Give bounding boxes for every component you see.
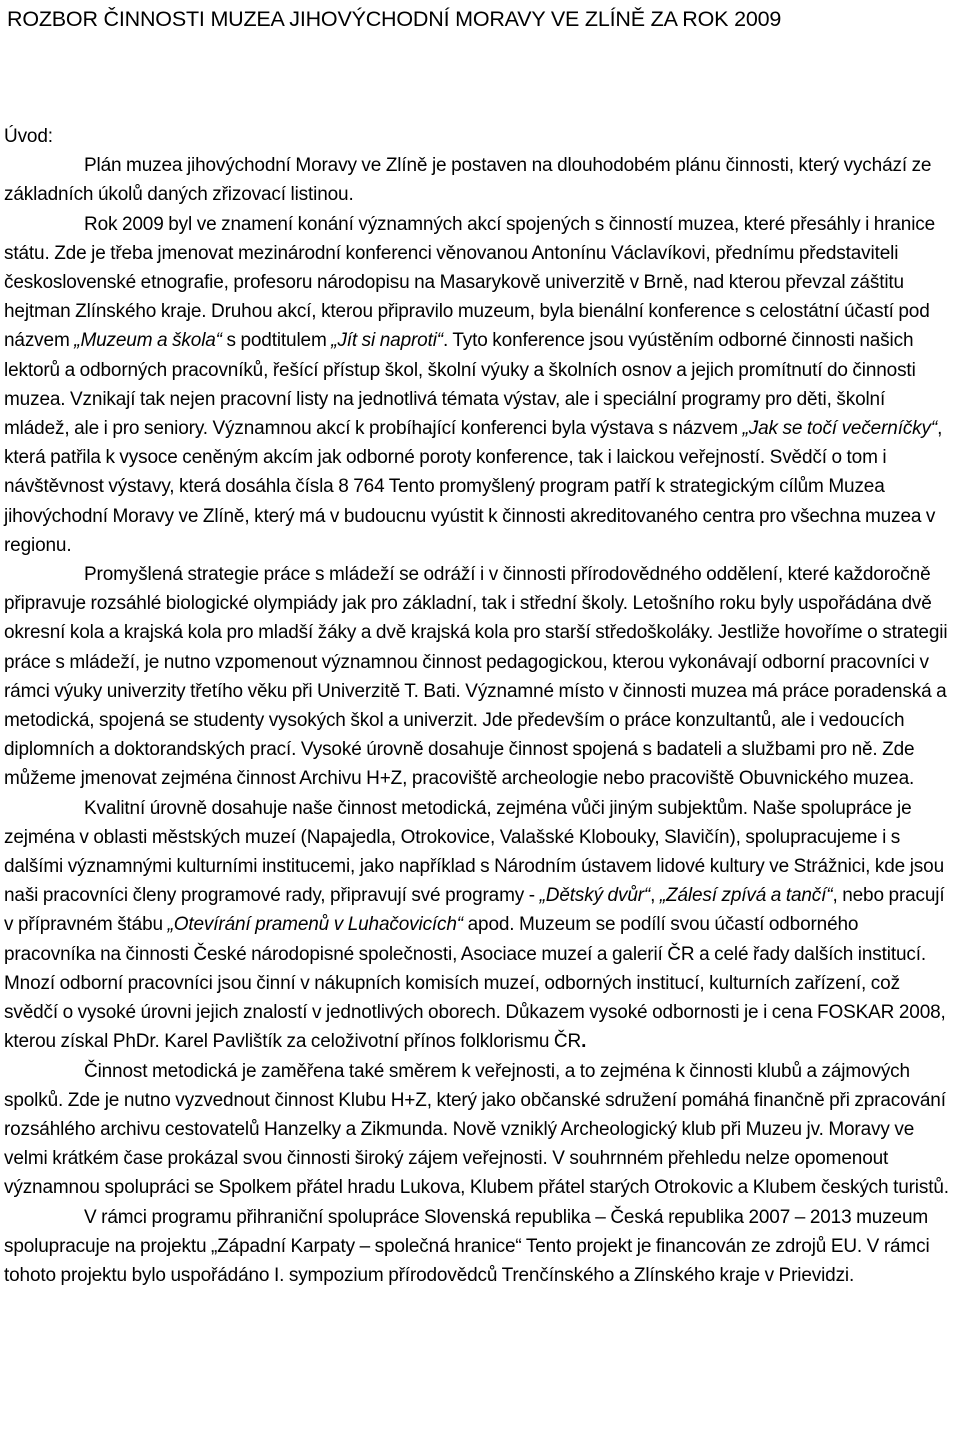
italic-title: „Jít si naproti“ — [331, 330, 443, 352]
paragraph-text: , — [650, 885, 660, 907]
paragraph-text: , nebo pracují v přípravném štábu — [4, 885, 945, 936]
paragraph-crossborder — [4, 1203, 954, 1291]
page-title: ROZBOR ČINNOSTI MUZEA JIHOVÝCHODNÍ MORAVY VE ZLÍNĚ ZA ROK 2009 — [7, 7, 782, 31]
paragraph-public-clubs — [4, 1057, 954, 1203]
paragraph-events — [4, 210, 954, 560]
paragraph-text: s podtitulem — [221, 330, 332, 352]
paragraph-text: Kvalitní úrovně dosahuje naše činnost metodická, zejména vůči jiným subjektům. Naše spolupráce je zejména v oblasti městských muzeí (Napajedla, Otrokovice, Valašské Klobouky, Slavičín), spolupracujeme i s dalšími významnými kulturními institucemi, jako například s Národním ústavem lidové kultury ve Strážnici, kde jsou naši pracovníci členy programové rady, připravují své programy - — [4, 797, 944, 907]
paragraph-text: Promyšlená strategie práce s mládeží se odráží i v činnosti přírodovědného oddělení, které každoročně připravuje rozsáhlé biologické olympiády jak pro základní, tak i střední školy. Letošního roku byly uspořádána dvě okresní kola a krajská kola pro mladší žáky a dvě krajská kola pro starší středoškoláky. Jestliže hovoříme o strategii práce s mládeží, je nutno vzpomenout významnou činnost pedagogickou, kterou vykonávají odborní pracovníci v rámci výuky univerzity třetího věku při Univerzitě T. Bati. Významné místo v činnosti muzea má práce poradenská a metodická, spojená se studenty vysokých škol a univerzit. Jde především o práce konzultantů, ale i vedoucích diplomních a doktorandských prací. Vysoké úrovně dosahuje činnost spojená s badateli a službami pro ně. Zde můžeme jmenovat zejména činnost Archivu H+Z, pracoviště archeologie nebo pracoviště Obuvnického muzea. — [4, 564, 948, 790]
italic-title: „Otevírání pramenů v Luhačovicích“ — [167, 914, 463, 936]
paragraph-youth-strategy — [4, 560, 954, 794]
paragraph-text: , která patřila k vysoce ceněným akcím jak odborné poroty konference, tak i laickou veřejností. Svědčí o tom i návštěvnost výstavy, která dosáhla čísla 8 764 Tento promyšlený program patří k strategickým cílům Muzea jihovýchodní Moravy ve Zlíně, který má v budoucnu vyústit k činnosti akreditovaného centra pro všechna muzea v regionu. — [4, 418, 943, 556]
italic-title: „Dětský dvůr“ — [539, 885, 651, 907]
paragraph-text: Činnost metodická je zaměřena také směrem k veřejnosti, a to zejména k činnosti klubů a zájmových spolků. Zde je nutno vyzvednout činnost Klubu H+Z, který jako občanské sdružení pomáhá finančně při zpracování rozsáhlého archivu cestovatelů Hanzelky a Zikmunda. Nově vzniklý Archeologický klub při Muzeu jv. Moravy ve velmi krátkém čase prokázal svou činnosti široký zájem veřejnosti. V souhrnném přehledu nelze opomenout významnou spolupráci se Spolkem přátel hradu Lukova, Klubem přátel starých Otrokovic a Klubem českých turistů. — [4, 1060, 949, 1199]
italic-title: „Zálesí zpívá a tančí“ — [659, 885, 833, 907]
paragraph-text: Plán muzea jihovýchodní Moravy ve Zlíně je postaven na dlouhodobém plánu činnosti, který vychází ze základních úkolů daných zřizovací listinou. — [4, 155, 932, 206]
paragraph-methodology — [4, 794, 954, 1057]
paragraph-intro — [4, 151, 954, 209]
page-header — [7, 4, 953, 34]
document-body — [4, 122, 954, 1290]
italic-title: „Muzeum a škola“ — [74, 330, 222, 352]
paragraph-text: V rámci programu přihraniční spolupráce Slovenská republika – Česká republika 2007 – 2013 muzeum spolupracuje na projektu „Západní Karpaty – společná hranice“ Tento projekt je financován ze zdrojů EU. V rámci tohoto projektu bylo uspořádáno I. sympozium přírodovědců Trenčínského a Zlínského kraje v Prievidzi. — [4, 1206, 930, 1286]
paragraph-text: apod. Muzeum se podílí svou účastí odborného pracovníka na činnosti České národopisné společnosti, Asociace muzeí a galerií ČR a celé řady dalších institucí. Mnozí odborní pracovníci jsou činní v nákupních komisích muzeí, odborných institucí, kulturních zařízení, což svědčí o vysoké úrovni jejich znalostí v jednotlivých oborech. Důkazem vysoké odbornosti je i cena FOSKAR 2008, kterou získal PhDr. Karel Pavlištík za celoživotní přínos folklorismu ČR — [4, 914, 946, 1053]
paragraph-text: . Tyto konference jsou vyústěním odborné činnosti našich lektorů a odborných pracovníků, řešící přístup škol, školní výuky a školních osnov a jejich promítnutí do činnosti muzea. Vznikají tak nejen pracovní listy na jednotlivá témata výstav, ale i speciální programy pro děti, školní mládež, ale i pro seniory. Významnou akcí k probíhající konferenci byla výstava s názvem — [4, 330, 916, 440]
italic-title: „Jak se točí večerníčky“ — [742, 418, 938, 440]
paragraph-text: Rok 2009 byl ve znamení konání významných akcí spojených s činností muzea, které přesáhly i hranice státu. Zde je třeba jmenovat mezinárodní konferenci věnovanou Antonínu Václavíkovi, přednímu představiteli československé etnografie, profesoru národopisu na Masarykově univerzitě v Brně, nad kterou převzal záštitu hejtman Zlínského kraje. Druhou akcí, kterou připravilo muzeum, byla bienální konference s celostátní účastí pod názvem — [4, 213, 936, 352]
section-heading: Úvod: — [4, 126, 53, 147]
bold-period: . — [581, 1031, 587, 1053]
